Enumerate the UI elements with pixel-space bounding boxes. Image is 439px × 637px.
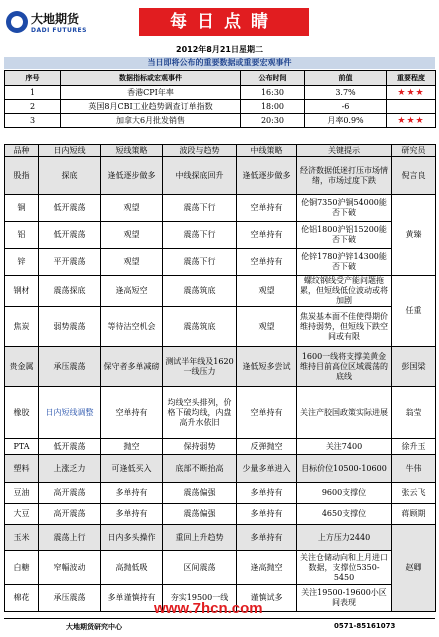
varieties-header-row: [5, 145, 436, 157]
table-row: [5, 157, 436, 195]
researcher-cell: 翁莹: [392, 387, 436, 439]
report-header: [4, 4, 435, 42]
events-table: [4, 70, 436, 128]
intraday-cell: 窄幅波动: [39, 551, 101, 585]
intraday-cell: 承压震荡: [39, 585, 101, 612]
event-name: 香港CPI年率: [61, 86, 241, 100]
report-page: [4, 4, 435, 633]
col-header: 重要程度: [387, 71, 436, 86]
band-trend-cell: 测试半年线及1620一线压力: [163, 347, 237, 387]
researcher-cell: 蒋顾期: [392, 504, 436, 525]
report-date: 2012年8月21日星期二: [176, 45, 263, 54]
event-name: 加拿大6月批发销售: [61, 114, 241, 128]
short-strategy-cell: 逢低逐步做多: [101, 157, 163, 195]
variety-name: 白糖: [5, 551, 39, 585]
event-prev: 月率0.9%: [305, 114, 387, 128]
mid-strategy-cell: 空单持有: [237, 249, 297, 276]
band-trend-cell: 震荡筑底: [163, 276, 237, 307]
intraday-cell: 震荡探底: [39, 276, 101, 307]
col-header: 品种: [5, 145, 39, 157]
band-trend-cell: 震荡偏强: [163, 483, 237, 504]
band-trend-cell: 震荡下行: [163, 222, 237, 249]
mid-strategy-cell: 少量多单进入: [237, 455, 297, 483]
varieties-table: [4, 144, 436, 612]
table-row: [5, 387, 436, 439]
mid-strategy-cell: 多单持有: [237, 483, 297, 504]
key-tip-cell: 9600支撑位: [297, 483, 392, 504]
col-header: 短线策略: [101, 145, 163, 157]
intraday-cell: 探底: [39, 157, 101, 195]
event-time: 20:30: [241, 114, 305, 128]
col-header: 序号: [5, 71, 61, 86]
intraday-cell: 低开震荡: [39, 439, 101, 455]
variety-name: 贵金属: [5, 347, 39, 387]
band-trend-cell: 震荡下行: [163, 249, 237, 276]
company-logo: [6, 8, 96, 40]
variety-name: 股指: [5, 157, 39, 195]
band-trend-cell: 中线探底回升: [163, 157, 237, 195]
col-header: 研究员: [392, 145, 436, 157]
key-tip-cell: 伦锌1780沪锌14300能否下破: [297, 249, 392, 276]
variety-name: 铜: [5, 195, 39, 222]
table-row: [5, 114, 436, 128]
researcher-cell: 任重: [392, 276, 436, 347]
event-time: 18:00: [241, 100, 305, 114]
variety-name: PTA: [5, 439, 39, 455]
key-tip-cell: 伦铝1800沪铝15200能否下破: [297, 222, 392, 249]
event-no: 1: [5, 86, 61, 100]
table-row: [5, 439, 436, 455]
table-row: [5, 504, 436, 525]
table-row: [5, 249, 436, 276]
logo-en-text: DADI FUTURES: [31, 27, 87, 34]
short-strategy-cell: 保守者多单减磅: [101, 347, 163, 387]
intraday-cell: 弱势震荡: [39, 307, 101, 347]
col-header: 波段与趋势: [163, 145, 237, 157]
band-trend-cell: 震荡下行: [163, 195, 237, 222]
intraday-cell: 高开震荡: [39, 504, 101, 525]
intraday-cell: 低开震荡: [39, 195, 101, 222]
short-strategy-cell: 高抛低吸: [101, 551, 163, 585]
researcher-cell: 彭国梁: [392, 347, 436, 387]
events-header-row: [5, 71, 436, 86]
researcher-cell: 牛伟: [392, 455, 436, 483]
mid-strategy-cell: 空单持有: [237, 222, 297, 249]
researcher-cell: 徐升玉: [392, 439, 436, 455]
variety-name: 焦炭: [5, 307, 39, 347]
short-strategy-cell: 多单持有: [101, 504, 163, 525]
band-trend-cell: 重回上升趋势: [163, 525, 237, 551]
key-tip-cell: 焦炭基本面不佳使得期价维持弱势，但短线下跌空间或有限: [297, 307, 392, 347]
key-tip-cell: 螺纹钢线受产能问题拖累，但短线低位波动或将加剧: [297, 276, 392, 307]
intraday-cell: 震荡上行: [39, 525, 101, 551]
table-row: [5, 551, 436, 585]
short-strategy-cell: 日内多头操作: [101, 525, 163, 551]
page-title: 每日点睛: [139, 8, 309, 36]
table-row: [5, 525, 436, 551]
mid-strategy-cell: 多单持有: [237, 504, 297, 525]
col-header: 关键提示: [297, 145, 392, 157]
importance-stars: ★★★: [387, 86, 436, 100]
key-tip-cell: 经济数据低迷打压市场情绪，市场过度下跌: [297, 157, 392, 195]
short-strategy-cell: 抛空: [101, 439, 163, 455]
variety-name: 橡胶: [5, 387, 39, 439]
mid-strategy-cell: 观望: [237, 276, 297, 307]
band-trend-cell: 夯实19500一线: [163, 585, 237, 612]
mid-strategy-cell: 反弹抛空: [237, 439, 297, 455]
report-footer: [4, 618, 435, 634]
researcher-cell: 黄臻: [392, 195, 436, 276]
band-trend-cell: 底部不断抬高: [163, 455, 237, 483]
table-row: [5, 455, 436, 483]
mid-strategy-cell: 逢高抛空: [237, 551, 297, 585]
mid-strategy-cell: 逢低短多尝试: [237, 347, 297, 387]
mid-strategy-cell: 逢低逐步做多: [237, 157, 297, 195]
watermark: www.7hcn.com: [154, 600, 263, 617]
short-strategy-cell: 多单谨慎持有: [101, 585, 163, 612]
researcher-cell: 赵卿: [392, 525, 436, 612]
event-no: 3: [5, 114, 61, 128]
mid-strategy-cell: 空单持有: [237, 387, 297, 439]
intraday-cell: 承压震荡: [39, 347, 101, 387]
col-header: 公布时间: [241, 71, 305, 86]
variety-name: 棉花: [5, 585, 39, 612]
event-prev: 3.7%: [305, 86, 387, 100]
mid-strategy-cell: 观望: [237, 307, 297, 347]
short-strategy-cell: 空单持有: [101, 387, 163, 439]
table-row: [5, 100, 436, 114]
variety-name: 铝: [5, 222, 39, 249]
intraday-cell: 平开震荡: [39, 249, 101, 276]
key-tip-cell: 伦铜7350沪铜54000能否下破: [297, 195, 392, 222]
researcher-cell: 张云飞: [392, 483, 436, 504]
variety-name: 塑料: [5, 455, 39, 483]
researcher-cell: 倪言良: [392, 157, 436, 195]
key-tip-cell: 关注产胶国政策实际进展: [297, 387, 392, 439]
variety-name: 锌: [5, 249, 39, 276]
col-header: 日内短线: [39, 145, 101, 157]
variety-name: 豆油: [5, 483, 39, 504]
band-trend-cell: 均线空头排列，价格下破均线，内盘高升水依旧: [163, 387, 237, 439]
short-strategy-cell: 观望: [101, 222, 163, 249]
table-row: [5, 483, 436, 504]
intraday-cell: 上涨乏力: [39, 455, 101, 483]
variety-name: 大豆: [5, 504, 39, 525]
mid-strategy-cell: 多单持有: [237, 525, 297, 551]
key-tip-cell: 上方压力2440: [297, 525, 392, 551]
short-strategy-cell: 观望: [101, 195, 163, 222]
event-no: 2: [5, 100, 61, 114]
event-name: 英国8月CBI工业趋势调查订单指数: [61, 100, 241, 114]
table-row: [5, 195, 436, 222]
short-strategy-cell: 多单持有: [101, 483, 163, 504]
variety-name: 钢材: [5, 276, 39, 307]
footer-org: 大地期货研究中心: [66, 623, 122, 631]
key-tip-cell: 4650支撑位: [297, 504, 392, 525]
table-row: [5, 222, 436, 249]
short-strategy-cell: 观望: [101, 249, 163, 276]
col-header: 前值: [305, 71, 387, 86]
key-tip-cell: 目标价位10500-10600: [297, 455, 392, 483]
table-row: [5, 276, 436, 307]
variety-name: 玉米: [5, 525, 39, 551]
logo-cn-text: 大地期货: [31, 12, 80, 26]
importance-stars: ★★★: [387, 114, 436, 128]
short-strategy-cell: 逢高短空: [101, 276, 163, 307]
table-row: [5, 307, 436, 347]
col-header: 数据指标或宏观事件: [61, 71, 241, 86]
importance-stars: [387, 100, 436, 114]
event-time: 16:30: [241, 86, 305, 100]
key-tip-cell: 1600一线将支撑美黄金维持目前高位区域震荡的底线: [297, 347, 392, 387]
band-trend-cell: 区间震荡: [163, 551, 237, 585]
short-strategy-cell: 等待沽空机会: [101, 307, 163, 347]
key-tip-cell: 关注19500-19600小区间表现: [297, 585, 392, 612]
mid-strategy-cell: 谨慎试多: [237, 585, 297, 612]
band-trend-cell: 震荡偏强: [163, 504, 237, 525]
event-prev: -6: [305, 100, 387, 114]
intraday-cell: 高开震荡: [39, 483, 101, 504]
events-banner: 当日即将公布的重要数据或重要宏观事件: [4, 57, 435, 69]
band-trend-cell: 保持弱势: [163, 439, 237, 455]
intraday-cell: 日内短线调整: [39, 387, 101, 439]
logo-globe-icon: [6, 11, 28, 33]
table-row: [5, 86, 436, 100]
key-tip-cell: 关注7400: [297, 439, 392, 455]
mid-strategy-cell: 空单持有: [237, 195, 297, 222]
band-trend-cell: 震荡筑底: [163, 307, 237, 347]
table-row: [5, 347, 436, 387]
col-header: 中线策略: [237, 145, 297, 157]
intraday-cell: 低开震荡: [39, 222, 101, 249]
footer-phone: 0571-85161073: [334, 622, 396, 630]
key-tip-cell: 关注仓储动向和上月进口数据，支撑位5350-5450: [297, 551, 392, 585]
short-strategy-cell: 可逢低买入: [101, 455, 163, 483]
